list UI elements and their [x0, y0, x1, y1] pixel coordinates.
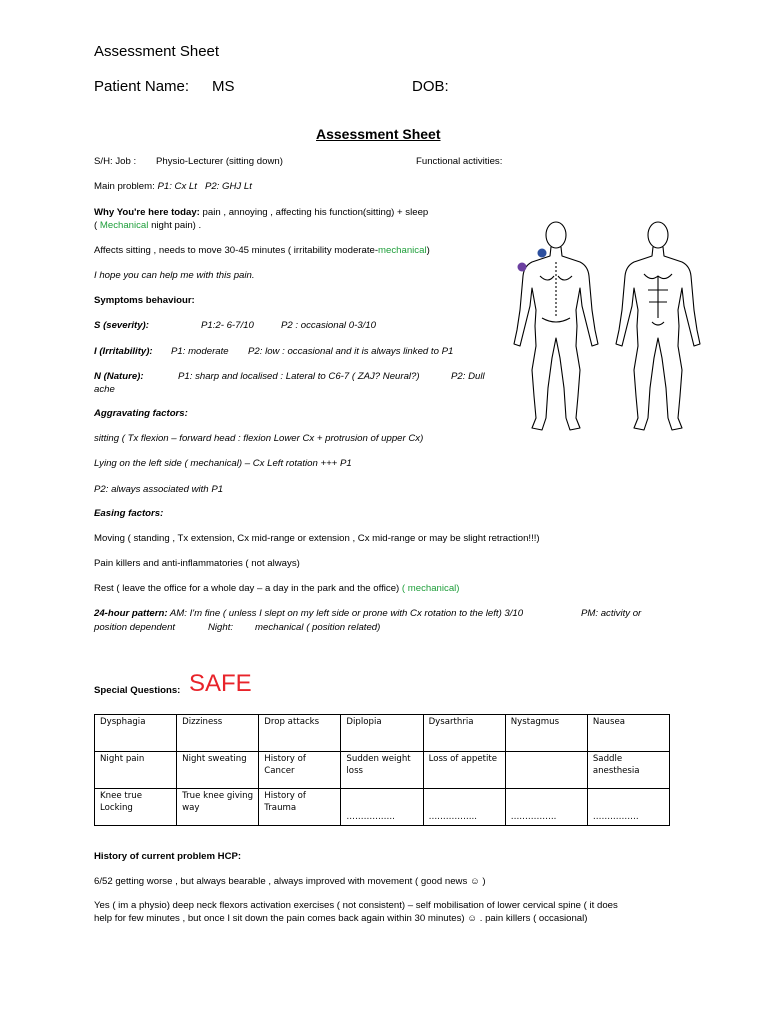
easing-pain-killers: Pain killers and anti-inflammatories ( not always) [94, 558, 300, 569]
aggravating-item: Lying on the left side ( mechanical) – Cx Left rotation +++ P1 [94, 458, 352, 469]
main-problem-p2: P2: GHJ Lt [204, 181, 252, 192]
mechanical-tag: ( mechanical) [401, 583, 460, 594]
table-cell: ……………. [587, 789, 669, 826]
table-cell: …………….. [341, 789, 423, 826]
severity-p1: P1:2- 6-7/10 [201, 320, 254, 331]
sh-value: Physio-Lecturer (sitting down) [156, 156, 283, 167]
anterior-figure [616, 222, 700, 430]
nature-label: N (Nature): [94, 371, 144, 382]
main-problem-label: Main problem: [94, 181, 155, 192]
severity-label: S (severity): [94, 320, 149, 331]
nature-p2: P2: Dull [451, 371, 485, 382]
why-here-today: Why You're here today: pain , annoying , affecting his function(sitting) + sleep ( Mechanical night pain) . [94, 207, 429, 231]
nature-continued: ache [94, 384, 115, 395]
easing-moving: Moving ( standing , Tx extension, Cx mid-range or extension , Cx mid-range or may be slight retraction!!!) [94, 533, 540, 544]
main-problem [94, 180, 252, 193]
why-label: Why You're here today: [94, 207, 200, 218]
patient-name-label: Patient Name: [94, 78, 190, 95]
dob-label: DOB: [412, 78, 449, 95]
document-title: Assessment Sheet [94, 43, 220, 60]
hcp-paragraph-1: 6/52 getting worse , but always bearable , always improved with movement ( good news ☺ ) [94, 876, 486, 887]
table-cell: ……………. [505, 789, 587, 826]
nature-p1: P1: sharp and localised : Lateral to C6-7 ( ZAJ? Neural?) [178, 371, 420, 382]
pattern-position-dependent: position dependent [94, 622, 176, 633]
table-cell: Drop attacks [259, 715, 341, 752]
aggravating-item: sitting ( Tx flexion – forward head : flexion Lower Cx + protrusion of upper Cx) [94, 433, 424, 444]
pattern-night-label: Night: [208, 622, 234, 633]
functional-activities-label: Functional activities: [416, 156, 503, 167]
table-cell: …………….. [423, 789, 505, 826]
twenty-four-hour-pattern: 24-hour pattern: AM: I'm fine ( unless I slept on my left side or prone with Cx rotation to the left) 3/10 [94, 608, 524, 619]
table-cell: History of Trauma [259, 789, 341, 826]
table-cell: Knee true Locking [95, 789, 177, 826]
shoulder-marker [518, 263, 527, 272]
patient-name-value: MS [212, 78, 235, 95]
table-cell: Night sweating [177, 752, 259, 789]
hope-quote: I hope you can help me with this pain. [94, 270, 255, 281]
table-cell: Dizziness [177, 715, 259, 752]
easing-heading: Easing factors: [94, 508, 164, 519]
table-cell: True knee giving way [177, 789, 259, 826]
table-cell: Diplopia [341, 715, 423, 752]
table-cell: Loss of appetite [423, 752, 505, 789]
pattern-night-value: mechanical ( position related) [255, 622, 381, 633]
posterior-figure [514, 222, 598, 430]
special-questions-table [94, 714, 670, 826]
sh-label: S/H: Job : [94, 156, 137, 167]
table-row [95, 789, 670, 826]
pattern-label: 24-hour pattern: [94, 608, 168, 619]
sheet-title: Assessment Sheet [316, 126, 441, 142]
main-problem-p1: P1: Cx Lt [157, 181, 197, 192]
severity-p2: P2 : occasional 0-3/10 [281, 320, 376, 331]
hcp-paragraph-2a: Yes ( im a physio) deep neck flexors activation exercises ( not consistent) – self mobilisation of lower cervical spine ( it does [94, 900, 618, 911]
aggravating-heading: Aggravating factors: [94, 408, 188, 419]
table-cell: Dysarthria [423, 715, 505, 752]
hcp-paragraph-2b: help for few minutes , but once I sit down the pain comes back again within 30 minutes) ☺ . pain killers ( occasional) [94, 913, 588, 924]
safe-text: SAFE [189, 670, 252, 697]
special-questions-label: Special Questions: [94, 685, 181, 696]
hcp-heading: History of current problem HCP: [94, 851, 242, 862]
table-cell: Night pain [95, 752, 177, 789]
irritability-p1: P1: moderate [171, 346, 229, 357]
table-cell [505, 752, 587, 789]
table-cell: Nystagmus [505, 715, 587, 752]
posterior-neck-marker [538, 249, 547, 258]
body-chart [508, 218, 714, 440]
table-cell: Nausea [587, 715, 669, 752]
table-row [95, 715, 670, 752]
table-row [95, 752, 670, 789]
table-cell: Saddle anesthesia [587, 752, 669, 789]
irritability-p2: P2: low : occasional and it is always linked to P1 [248, 346, 454, 357]
irritability-label: I (Irritability): [94, 346, 153, 357]
easing-rest: Rest ( leave the office for a whole day – a day in the park and the office) ( mechanical) [94, 583, 460, 594]
affects-sitting: Affects sitting , needs to move 30-45 minutes ( irritability moderate-mechanical) [94, 245, 430, 256]
table-cell: Dysphagia [95, 715, 177, 752]
symptoms-heading: Symptoms behaviour: [94, 295, 195, 306]
pattern-pm: PM: activity or [581, 608, 642, 619]
table-cell: History of Cancer [259, 752, 341, 789]
table-cell: Sudden weight loss [341, 752, 423, 789]
mechanical-tag: Mechanical [99, 220, 149, 231]
aggravating-item: P2: always associated with P1 [94, 484, 224, 495]
mechanical-tag: mechanical [378, 245, 427, 256]
